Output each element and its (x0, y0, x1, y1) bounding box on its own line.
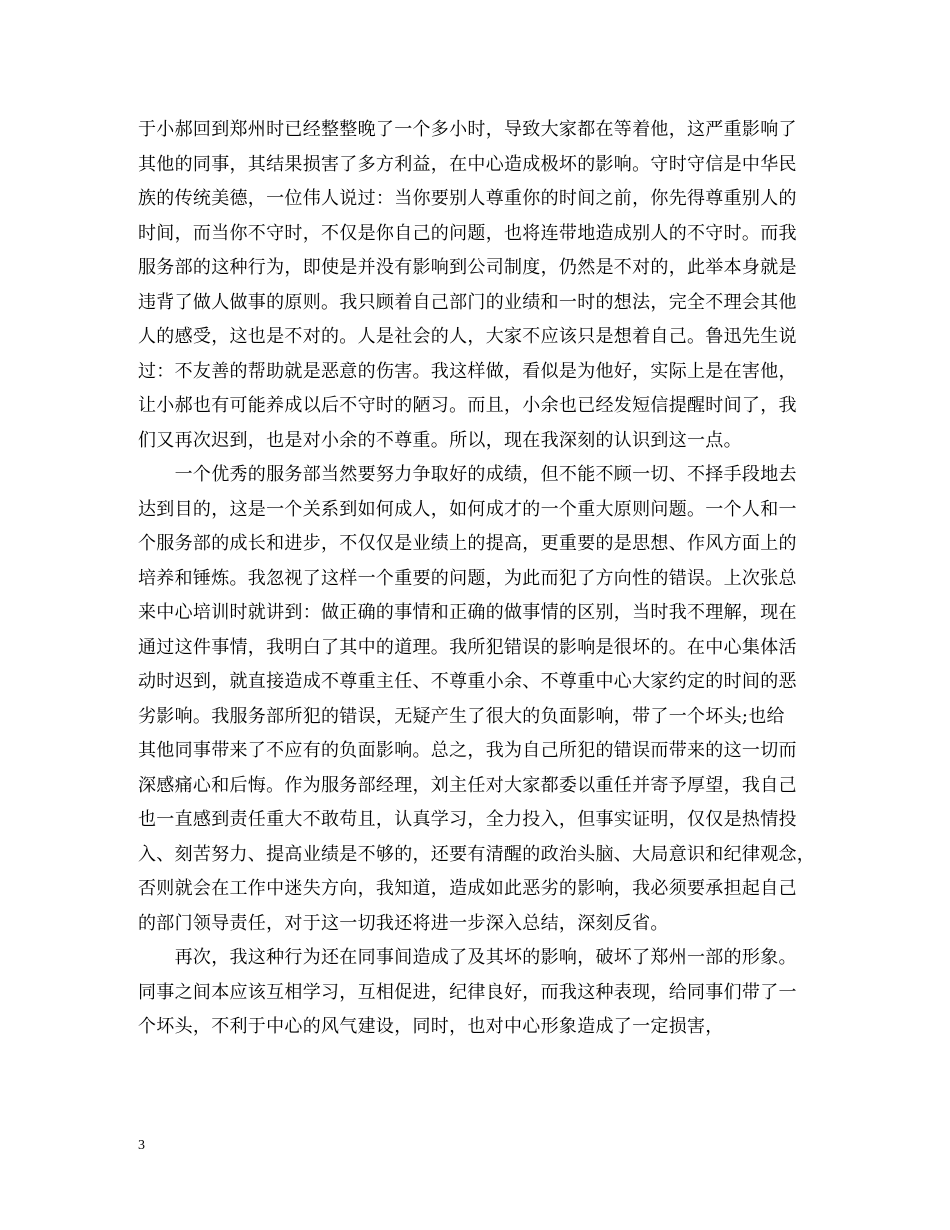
body-text (138, 113, 818, 1045)
text-line: 其他同事带来了不应有的负面影响。总之，我为自己所犯的错误而带来的这一切而 (138, 740, 797, 761)
text-line: 的部门领导责任，对于这一切我还将进一步深入总结，深刻反省。 (138, 912, 669, 934)
text-line: 们又再次迟到，也是对小余的不尊重。所以，现在我深刻的认识到这一点。 (138, 429, 742, 451)
text-line: 同事之间本应该互相学习，互相促进，纪律良好，而我这种表现，给同事们带了一 (138, 981, 797, 1003)
text-line: 培养和锤炼。我忽视了这样一个重要的问题，为此而犯了方向性的错误。上次张总 (138, 567, 797, 589)
text-line: 违背了做人做事的原则。我只顾着自己部门的业绩和一时的想法，完全不理会其他 (138, 291, 797, 313)
text-line: 个坏头，不利于中心的风气建设，同时，也对中心形象造成了一定损害， (138, 1016, 724, 1037)
text-line: 族的传统美德，一位伟人说过：当你要别人尊重你的时间之前，你先得尊重别人的 (138, 188, 797, 209)
text-line: 入、刻苦努力、提高业绩是不够的，还要有清醒的政治头脑、大局意识和纪律观念， (138, 843, 816, 865)
text-line: 个服务部的成长和进步，不仅仅是业绩上的提高，更重要的是思想、作风方面上的 (138, 533, 797, 554)
text-line: 一个优秀的服务部当然要努力争取好的成绩，但不能不顾一切、不择手段地去 (138, 464, 797, 485)
text-line: 过：不友善的帮助就是恶意的伤害。我这样做，看似是为他好，实际上是在害他， (138, 360, 797, 382)
text-line: 否则就会在工作中迷失方向，我知道，造成如此恶劣的影响，我必须要承担起自己 (138, 878, 797, 899)
text-line: 达到目的，这是一个关系到如何成人，如何成才的一个重大原则问题。一个人和一 (138, 498, 797, 520)
text-line: 其他的同事，其结果损害了多方利益，在中心造成极坏的影响。守时守信是中华民 (138, 153, 797, 175)
text-line: 再次，我这种行为还在同事间造成了及其坏的影响，破坏了郑州一部的形象。 (138, 947, 797, 968)
text-line: 通过这件事情，我明白了其中的道理。我所犯错误的影响是很坏的。在中心集体活 (138, 636, 797, 658)
text-line: 时间，而当你不守时，不仅是你自己的问题，也将连带地造成别人的不守时。而我 (138, 222, 797, 244)
text-line: 服务部的这种行为，即使是并没有影响到公司制度，仍然是不对的，此举本身就是 (138, 257, 797, 278)
text-line: 也一直感到责任重大不敢苟且，认真学习，全力投入，但事实证明，仅仅是热情投 (138, 809, 797, 830)
text-line: 深感痛心和后悔。作为服务部经理，刘主任对大家都委以重任并寄予厚望，我自己 (138, 774, 797, 796)
page-number: 3 (138, 1138, 145, 1153)
text-line: 动时迟到，就直接造成不尊重主任、不尊重小余、不尊重中心大家约定的时间的恶 (138, 671, 797, 692)
text-line: 人的感受，这也是不对的。人是社会的人，大家不应该只是想着自己。鲁迅先生说 (138, 326, 797, 347)
text-line: 来中心培训时就讲到：做正确的事情和正确的做事情的区别，当时我不理解，现在 (138, 602, 797, 623)
text-line: 让小郝也有可能养成以后不守时的陋习。而且，小余也已经发短信提醒时间了，我 (138, 395, 797, 416)
text-line: 于小郝回到郑州时已经整整晚了一个多小时，导致大家都在等着他，这严重影响了 (138, 119, 797, 140)
text-line: 劣影响。我服务部所犯的错误，无疑产生了很大的负面影响，带了一个坏头;也给 (138, 705, 785, 727)
